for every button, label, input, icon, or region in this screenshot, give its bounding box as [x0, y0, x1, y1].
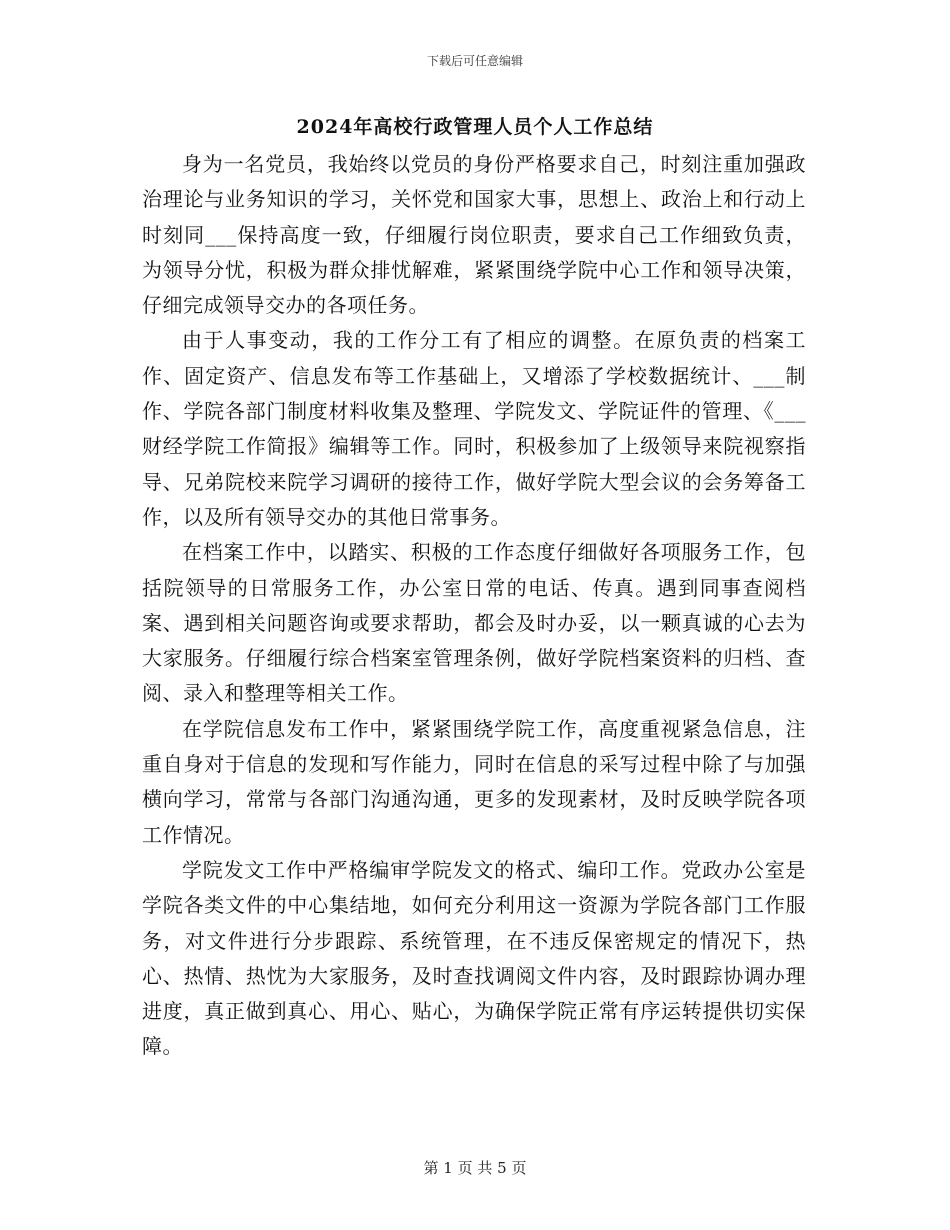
page-header-note: 下载后可任意编辑 — [426, 54, 523, 68]
paragraph-3: 在档案工作中，以踏实、积极的工作态度仔细做好各项服务工作，包括院领导的日常服务工作，办公室日常的电话、传真。遇到同事查阅档案、遇到相关问题咨询或要求帮助，都会及时办妥，以一颗真诚的心去为大家服务。仔细履行综合档案室管理条例，做好学院档案资料的归档、查阅、录入和整理等相关工作。 — [142, 540, 806, 706]
paragraph-4: 在学院信息发布工作中，紧紧围绕学院工作，高度重视紧急信息，注重自身对于信息的发现和写作能力，同时在信息的采写过程中除了与加强横向学习，常常与各部门沟通沟通，更多的发现素材，及时反映学院各项工作情况。 — [142, 716, 806, 847]
page-number-footer: 第 1 页 共 5 页 — [423, 1159, 527, 1177]
document-body — [142, 147, 806, 1065]
paragraph-5: 学院发文工作中严格编审学院发文的格式、编印工作。党政办公室是学院各类文件的中心集结地，如何充分利用这一资源为学院各部门工作服务，对文件进行分步跟踪、系统管理，在不违反保密规定的情况下，热心、热情、热忱为大家服务，及时查找调阅文件内容，及时跟踪协调办理进度，真正做到真心、用心、贴心，为确保学院正常有序运转提供切实保障。 — [142, 857, 806, 1059]
paragraph-2: 由于人事变动，我的工作分工有了相应的调整。在原负责的档案工作、固定资产、信息发布等工作基础上，又增添了学校数据统计、___制作、学院各部门制度材料收集及整理、学院发文、学院证件的管理、《___财经学院工作简报》编辑等工作。同时，积极参加了上级领导来院视察指导、兄弟院校来院学习调研的接待工作，做好学院大型会议的会务筹备工作，以及所有领导交办的其他日常事务。 — [142, 328, 806, 529]
paragraph-1: 身为一名党员，我始终以党员的身份严格要求自己，时刻注重加强政治理论与业务知识的学习，关怀党和国家大事，思想上、政治上和行动上时刻同___保持高度一致，仔细履行岗位职责，要求自己工作细致负责，为领导分忧，积极为群众排忧解难，紧紧围绕学院中心工作和领导决策，仔细完成领导交办的各项任务。 — [142, 152, 806, 318]
document-title: 2024年高校行政管理人员个人工作总结 — [296, 116, 654, 138]
